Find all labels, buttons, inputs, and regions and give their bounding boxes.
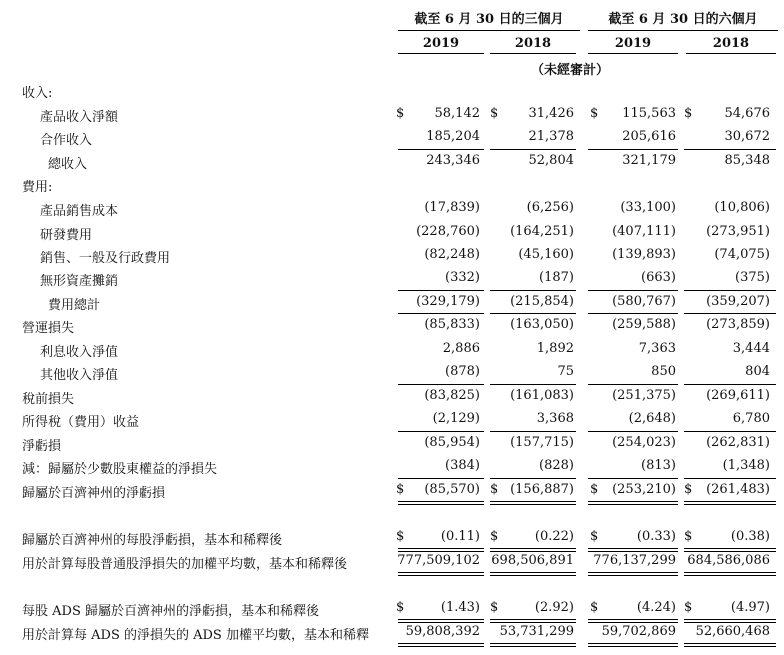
table-rule-line [588, 384, 678, 385]
table-rule-line [398, 572, 484, 576]
table-rule-line [490, 313, 576, 314]
row-label: 其他收入淨值 [40, 368, 119, 383]
cell-value: 30,672 [724, 129, 770, 144]
table-rule-line [684, 384, 776, 385]
table-rule-line [684, 290, 776, 291]
table-rule-line [398, 290, 484, 291]
cell-value: (85,570) [424, 482, 480, 497]
row-label: 產品收入淨額 [40, 110, 119, 125]
table-row [0, 317, 784, 339]
cell-value: (10,806) [714, 200, 770, 215]
currency-symbol: $ [490, 529, 499, 544]
table-rule-line [684, 149, 776, 150]
row-label: 合作收入 [40, 133, 93, 148]
table-rule-line [684, 548, 776, 552]
cell-value: 115,563 [622, 106, 676, 121]
header-year-col2: 2018 [514, 36, 552, 51]
table-rule-line [490, 548, 576, 552]
cell-value: 804 [745, 364, 770, 379]
cell-value: (359,207) [706, 294, 770, 309]
cell-value: 75 [557, 364, 574, 379]
table-row [0, 341, 784, 363]
table-rule-line [684, 313, 776, 314]
cell-value: (580,767) [612, 294, 676, 309]
cell-value: 185,204 [426, 129, 480, 144]
header-year-rule-4 [686, 53, 776, 54]
cell-value: 54,676 [724, 106, 770, 121]
cell-value: (273,859) [706, 317, 770, 332]
cell-value: 52,660,468 [695, 624, 770, 639]
cell-value: 58,142 [434, 106, 480, 121]
row-label: 減：歸屬於少數股東權益的淨損失 [22, 462, 218, 477]
cell-value: 2,886 [442, 341, 480, 356]
table-rule-line [684, 478, 776, 479]
cell-value: (1.43) [440, 600, 480, 615]
cell-value: (0.22) [534, 529, 574, 544]
row-label: 稅前損失 [22, 392, 75, 407]
cell-value: (375) [735, 270, 770, 285]
cell-value: 243,346 [426, 153, 480, 168]
table-rule-line [588, 431, 678, 432]
table-row [0, 388, 784, 410]
currency-symbol: $ [684, 106, 693, 121]
currency-symbol: $ [396, 106, 405, 121]
table-rule-line [490, 478, 576, 479]
cell-value: 21,378 [528, 129, 574, 144]
row-label: 無形資產攤銷 [40, 274, 119, 289]
cell-value: (262,831) [706, 435, 770, 450]
table-rule-line [398, 548, 484, 552]
cell-value: (163,050) [510, 317, 574, 332]
row-label: 歸屬於百濟神州的每股淨虧損，基本和稀釋後 [22, 533, 283, 548]
currency-symbol: $ [684, 482, 693, 497]
row-label: 用於計算每 ADS 的淨損失的 ADS 加權平均數，基本和稀釋 [22, 628, 369, 643]
table-row [0, 200, 784, 222]
currency-symbol: $ [396, 600, 405, 615]
table-row [0, 411, 784, 433]
cell-value: (85,954) [424, 435, 480, 450]
cell-value: (329,179) [416, 294, 480, 309]
table-rule-line [490, 290, 576, 291]
header-year-rule-3 [588, 53, 678, 54]
cell-value: (82,248) [424, 247, 480, 262]
header-year-rule-1 [398, 53, 484, 54]
cell-value: (0.11) [440, 529, 480, 544]
cell-value: 3,368 [536, 411, 574, 426]
table-rule-line [398, 619, 484, 623]
header-six-month: 截至 6 月 30 日的六個月 [608, 12, 758, 27]
table-rule-line [398, 149, 484, 150]
cell-value: 7,363 [638, 341, 676, 356]
table-rule-line [398, 501, 484, 505]
table-row [0, 106, 784, 128]
cell-value: (273,951) [706, 224, 770, 239]
row-label: 收入: [22, 86, 53, 101]
cell-value: (261,483) [706, 482, 770, 497]
header-year-col1: 2019 [422, 36, 460, 51]
currency-symbol: $ [490, 106, 499, 121]
table-rule-line [588, 643, 678, 647]
table-rule-line [588, 290, 678, 291]
table-rule-line [684, 501, 776, 505]
cell-value: 777,509,102 [397, 553, 480, 568]
table-rule-line [588, 313, 678, 314]
row-label: 產品銷售成本 [40, 204, 119, 219]
currency-symbol: $ [490, 482, 499, 497]
cell-value: (215,854) [510, 294, 574, 309]
cell-value: (4.97) [730, 600, 770, 615]
table-row [0, 435, 784, 457]
cell-value: (139,893) [612, 247, 676, 262]
table-rule-line [490, 149, 576, 150]
table-rule-line [398, 643, 484, 647]
table-rule-line [588, 149, 678, 150]
row-label: 費用總計 [48, 298, 101, 313]
cell-value: 698,506,891 [491, 553, 574, 568]
cell-value: 205,616 [622, 129, 676, 144]
table-rule-line [588, 619, 678, 623]
currency-symbol: $ [396, 482, 405, 497]
currency-symbol: $ [684, 600, 693, 615]
cell-value: (4.24) [636, 600, 676, 615]
cell-value: (663) [641, 270, 676, 285]
table-row [0, 176, 784, 198]
cell-value: (45,160) [518, 247, 574, 262]
cell-value: (156,887) [510, 482, 574, 497]
table-rule-line [684, 431, 776, 432]
cell-value: (164,251) [510, 224, 574, 239]
row-label: 所得稅（費用）收益 [22, 415, 140, 430]
table-rule-line [490, 572, 576, 576]
row-label: 研發費用 [40, 228, 93, 243]
cell-value: (407,111) [612, 224, 676, 239]
cell-value: (33,100) [620, 200, 676, 215]
cell-value: (878) [445, 364, 480, 379]
currency-symbol: $ [590, 482, 599, 497]
table-row [0, 129, 784, 151]
cell-value: 53,731,299 [499, 624, 574, 639]
cell-value: (251,375) [612, 388, 676, 403]
table-rule-line [490, 501, 576, 505]
currency-symbol: $ [590, 600, 599, 615]
table-rule-line [490, 431, 576, 432]
cell-value: 59,808,392 [405, 624, 480, 639]
row-label: 銷售、一般及行政費用 [40, 251, 171, 266]
cell-value: 85,348 [724, 153, 770, 168]
table-row [0, 247, 784, 269]
table-row [0, 153, 784, 175]
cell-value: (269,611) [706, 388, 770, 403]
cell-value: (157,715) [510, 435, 574, 450]
cell-value: 850 [651, 364, 676, 379]
cell-value: (0.38) [730, 529, 770, 544]
cell-value: 321,179 [622, 153, 676, 168]
row-label: 用於計算每股普通股淨損失的加權平均數，基本和稀釋後 [22, 557, 348, 572]
cell-value: (332) [445, 270, 480, 285]
cell-value: 684,586,086 [687, 553, 770, 568]
header-six-month-rule [588, 30, 778, 31]
row-label: 每股 ADS 歸屬於百濟神州的淨虧損，基本和稀釋後 [22, 604, 319, 619]
cell-value: (2,129) [432, 411, 480, 426]
cell-value: (259,588) [612, 317, 676, 332]
row-label: 歸屬於百濟神州的淨虧損 [22, 486, 166, 501]
cell-value: 52,804 [528, 153, 574, 168]
table-rule-line [398, 384, 484, 385]
table-rule-line [490, 619, 576, 623]
table-row [0, 364, 784, 386]
currency-symbol: $ [396, 529, 405, 544]
currency-symbol: $ [490, 600, 499, 615]
cell-value: (6,256) [526, 200, 574, 215]
table-rule-line [398, 431, 484, 432]
cell-value: 776,137,299 [593, 553, 676, 568]
table-rule-line [588, 572, 678, 576]
row-label: 利息收入淨值 [40, 345, 119, 360]
cell-value: (384) [445, 458, 480, 473]
table-row [0, 458, 784, 480]
table-rule-line [684, 572, 776, 576]
table-rule-line [588, 478, 678, 479]
cell-value: 59,702,869 [601, 624, 676, 639]
cell-value: (254,023) [612, 435, 676, 450]
row-label: 總收入 [48, 157, 88, 172]
table-rule-line [684, 643, 776, 647]
table-row [0, 270, 784, 292]
currency-symbol: $ [590, 106, 599, 121]
header-year-col4: 2018 [712, 36, 750, 51]
table-rule-line [398, 478, 484, 479]
header-unaudited: （未經審計） [530, 63, 609, 78]
header-three-month-rule [398, 30, 580, 31]
cell-value: (161,083) [510, 388, 574, 403]
table-rule-line [684, 619, 776, 623]
cell-value: (187) [539, 270, 574, 285]
cell-value: (253,210) [612, 482, 676, 497]
table-rule-line [490, 384, 576, 385]
cell-value: (83,825) [424, 388, 480, 403]
table-rule-line [588, 501, 678, 505]
cell-value: 1,892 [536, 341, 574, 356]
cell-value: (1,348) [722, 458, 770, 473]
table-rule-line [588, 548, 678, 552]
currency-symbol: $ [590, 529, 599, 544]
cell-value: (85,833) [424, 317, 480, 332]
row-label: 淨虧損 [22, 439, 62, 454]
row-label: 費用: [22, 180, 53, 195]
cell-value: (2,648) [628, 411, 676, 426]
header-year-rule-2 [490, 53, 576, 54]
row-label: 營運損失 [22, 321, 75, 336]
header-three-month: 截至 6 月 30 日的三個月 [414, 12, 564, 27]
cell-value: (813) [641, 458, 676, 473]
cell-value: 3,444 [732, 341, 770, 356]
cell-value: (228,760) [416, 224, 480, 239]
table-row [0, 82, 784, 104]
header-year-col3: 2019 [614, 36, 652, 51]
cell-value: (2.92) [534, 600, 574, 615]
cell-value: 6,780 [732, 411, 770, 426]
cell-value: (0.33) [636, 529, 676, 544]
cell-value: (74,075) [714, 247, 770, 262]
currency-symbol: $ [684, 529, 693, 544]
cell-value: (17,839) [424, 200, 480, 215]
table-rule-line [490, 643, 576, 647]
table-row [0, 224, 784, 246]
cell-value: (828) [539, 458, 574, 473]
cell-value: 31,426 [528, 106, 574, 121]
table-rule-line [398, 313, 484, 314]
